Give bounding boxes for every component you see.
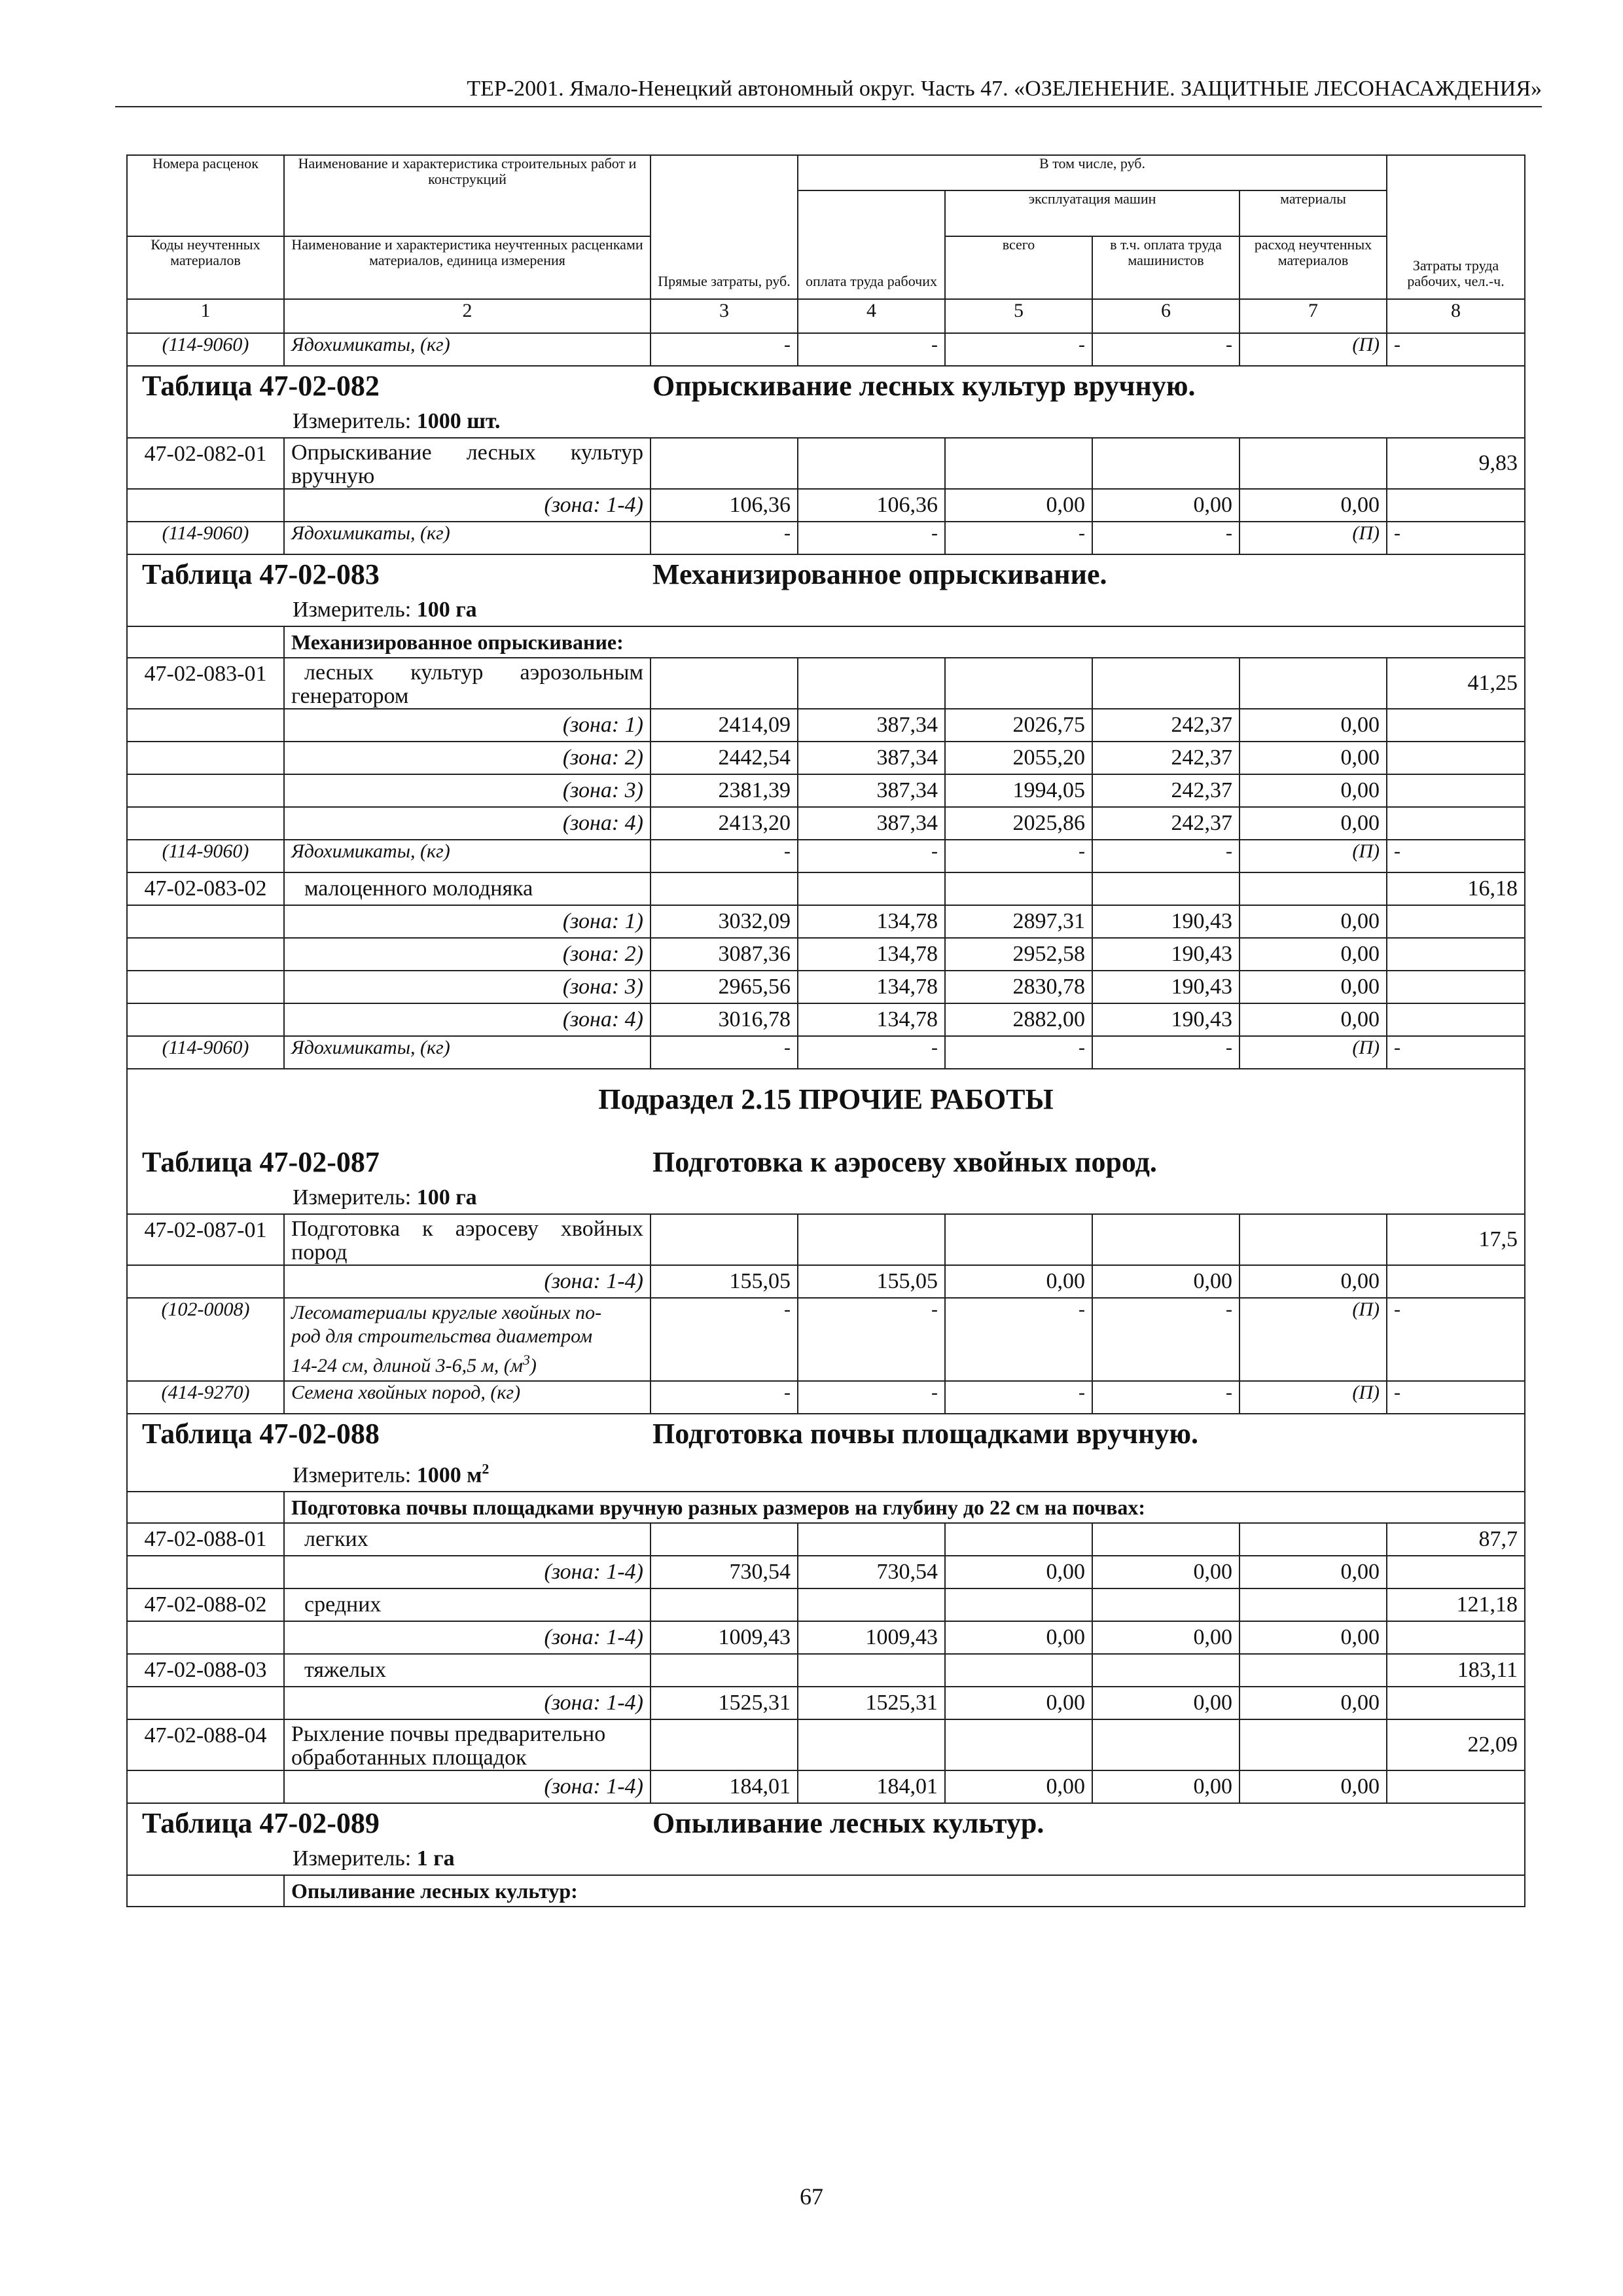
rate-row: 47-02-082-01 Опрыскивание лесных культур вручную 9,83 xyxy=(127,438,1525,489)
zone-row: (зона: 4) 3016,78 134,78 2882,00 190,43 0,00 xyxy=(127,1003,1525,1036)
rate-row: 47-02-083-01 лесных культур аэрозольным генератором 41,25 xyxy=(127,658,1525,709)
section-row: Подготовка почвы площадками вручную разных размеров на глубину до 22 см на почвах: xyxy=(127,1492,1525,1523)
table-number: Таблица 47-02-082 xyxy=(142,370,380,402)
material-row: (114-9060) Ядохимикаты, (кг) - - - - (П) - xyxy=(127,840,1525,872)
zone-row: (зона: 1-4) 155,05 155,05 0,00 0,00 0,00 xyxy=(127,1265,1525,1298)
table-title: Механизированное опрыскивание. xyxy=(652,558,1107,590)
material-row: (114-9060) Ядохимикаты, (кг) - - - - (П) - xyxy=(127,333,1525,366)
zone-row: (зона: 1-4) 106,36 106,36 0,00 0,00 0,00 xyxy=(127,489,1525,522)
header-col5: всего xyxy=(945,236,1092,299)
material-row: (114-9060) Ядохимикаты, (кг) - - - - (П) - xyxy=(127,1036,1525,1069)
unit-line: Измеритель: 100 га xyxy=(293,598,477,622)
header-col2-top: Наименование и характеристика строительных работ и конструкций xyxy=(284,155,651,236)
unit-line: Измеритель: 100 га xyxy=(293,1185,477,1210)
zone-row: (зона: 2) 2442,54 387,34 2055,20 242,37 0,00 xyxy=(127,742,1525,774)
material-row: (414-9270) Семена хвойных пород, (кг) - - - - (П) - xyxy=(127,1381,1525,1414)
header-materials: материалы xyxy=(1240,190,1387,236)
table-title-083 xyxy=(127,554,1525,626)
unit-line: Измеритель: 1000 шт. xyxy=(293,409,501,433)
rate-row: 47-02-083-02 малоценного молодняка 16,18 xyxy=(127,872,1525,905)
rate-row: 47-02-088-04 Рыхление почвы предварительно обработанных площадок 22,09 xyxy=(127,1719,1525,1770)
table-title-088 xyxy=(127,1414,1525,1492)
zone-row: (зона: 3) 2965,56 134,78 2830,78 190,43 0,00 xyxy=(127,971,1525,1003)
zone-row: (зона: 2) 3087,36 134,78 2952,58 190,43 0,00 xyxy=(127,938,1525,971)
material-row: (114-9060) Ядохимикаты, (кг) - - - - (П) - xyxy=(127,522,1525,554)
header-col1-bottom: Коды неучтенных материалов xyxy=(127,236,284,299)
header-col4: оплата труда рабочих xyxy=(798,190,945,299)
zone-row: (зона: 1-4) 184,01 184,01 0,00 0,00 0,00 xyxy=(127,1770,1525,1803)
zone-row: (зона: 1-4) 1009,43 1009,43 0,00 0,00 0,00 xyxy=(127,1621,1525,1654)
section-row: Опыливание лесных культур: xyxy=(127,1875,1525,1907)
header-col7: расход неучтенных материалов xyxy=(1240,236,1387,299)
zone-row: (зона: 4) 2413,20 387,34 2025,86 242,37 0,00 xyxy=(127,807,1525,840)
zone-row: (зона: 1-4) 1525,31 1525,31 0,00 0,00 0,00 xyxy=(127,1687,1525,1719)
table-title: Подготовка к аэросеву хвойных пород. xyxy=(652,1146,1157,1178)
subsection-title: Подраздел 2.15 ПРОЧИЕ РАБОТЫ xyxy=(598,1083,1054,1115)
table-number: Таблица 47-02-088 xyxy=(142,1418,380,1450)
header-col1-top: Номера расценок xyxy=(127,155,284,236)
zone-row: (зона: 3) 2381,39 387,34 1994,05 242,37 0,00 xyxy=(127,774,1525,807)
rate-row: 47-02-087-01 Подготовка к аэросеву хвойных пород 17,5 xyxy=(127,1214,1525,1265)
rate-row: 47-02-088-01 легких 87,7 xyxy=(127,1523,1525,1556)
rates-table xyxy=(126,154,1525,1907)
header-incl: В том числе, руб. xyxy=(798,155,1387,190)
table-title-087 xyxy=(127,1069,1525,1214)
column-number-row: 1 2 3 4 5 6 7 8 xyxy=(127,299,1525,333)
table-number: Таблица 47-02-089 xyxy=(142,1807,380,1840)
material-row: (102-0008) Лесоматериалы круглые хвойных по- род для строительства диаметром 14-24 см, длиной 3-6,5 м, $(м^3)$ - - - - (П) - xyxy=(127,1298,1525,1381)
page-number: 67 xyxy=(800,2183,823,2210)
header-col6: в т.ч. оплата труда машинистов xyxy=(1092,236,1240,299)
rate-row: 47-02-088-03 тяжелых 183,11 xyxy=(127,1654,1525,1687)
table-title-089 xyxy=(127,1803,1525,1875)
unit-line: Измеритель: 1 га xyxy=(293,1846,455,1871)
table-title: Подготовка почвы площадками вручную. xyxy=(652,1418,1198,1450)
unit-line: Измеритель: 1000 $м^2$ xyxy=(293,1461,490,1488)
running-head: ТЕР-2001. Ямало-Ненецкий автономный округ. Часть 47. «ОЗЕЛЕНЕНИЕ. ЗАЩИТНЫЕ ЛЕСОНАСАЖДЕНИЯ» xyxy=(115,72,1542,107)
table-title-082 xyxy=(127,366,1525,438)
zone-row: (зона: 1) 3032,09 134,78 2897,31 190,43 0,00 xyxy=(127,905,1525,938)
zone-row: (зона: 1-4) 730,54 730,54 0,00 0,00 0,00 xyxy=(127,1556,1525,1588)
table-title: Опрыскивание лесных культур вручную. xyxy=(652,370,1196,402)
rate-row: 47-02-088-02 средних 121,18 xyxy=(127,1588,1525,1621)
header-col3: Прямые затраты, руб. xyxy=(651,155,798,299)
header-col2-bottom: Наименование и характеристика неучтенных расценками материалов, единица измерения xyxy=(284,236,651,299)
zone-row: (зона: 1) 2414,09 387,34 2026,75 242,37 0,00 xyxy=(127,709,1525,742)
table-title: Опыливание лесных культур. xyxy=(652,1807,1044,1840)
header-machines: эксплуатация машин xyxy=(945,190,1240,236)
header-col8: Затраты труда рабочих, чел.-ч. xyxy=(1387,155,1525,299)
section-row: Механизированное опрыскивание: xyxy=(127,626,1525,658)
table-number: Таблица 47-02-083 xyxy=(142,558,380,590)
table-number: Таблица 47-02-087 xyxy=(142,1146,380,1178)
